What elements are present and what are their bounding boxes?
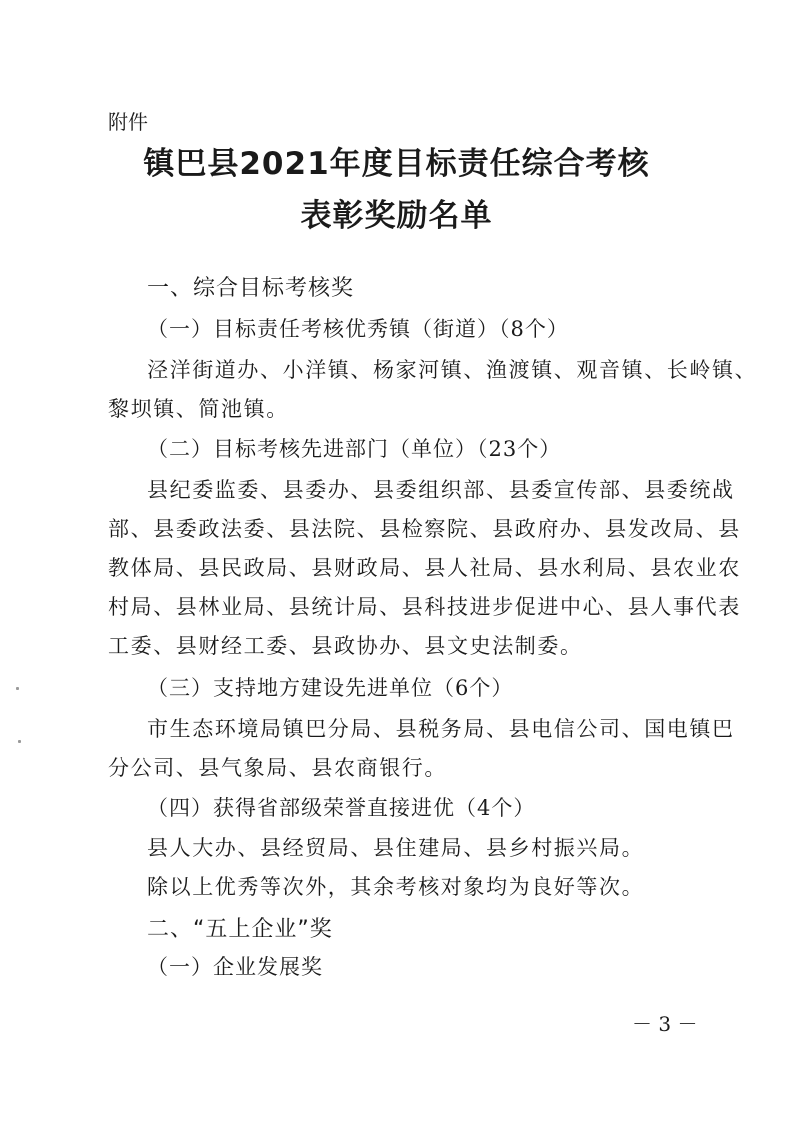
- section-1-sub-3-heading: （三）支持地方建设先进单位（6个）: [147, 676, 514, 700]
- section-1-sub-4-heading: （四）获得省部级荣誉直接进优（4个）: [147, 796, 536, 820]
- page-number: － 3 －: [632, 1012, 698, 1036]
- paragraph-line: 工委、县财经工委、县政协办、县文史法制委。: [108, 634, 583, 658]
- paragraph-line: 泾洋街道办、小洋镇、杨家河镇、渔渡镇、观音镇、长岭镇、: [147, 358, 758, 382]
- section-1-sub-1-heading: （一）目标责任考核优秀镇（街道）（8个）: [147, 317, 569, 341]
- attachment-label: 附件: [108, 110, 148, 134]
- paragraph-line: 部、县委政法委、县法院、县检察院、县政府办、县发改局、县: [108, 517, 741, 541]
- section-2-sub-1-heading: （一）企业发展奖: [147, 955, 323, 979]
- section-1-heading: 一、综合目标考核奖: [147, 276, 355, 301]
- scan-speck: [16, 687, 19, 690]
- paragraph-line: 教体局、县民政局、县财政局、县人社局、县水利局、县农业农: [108, 556, 741, 580]
- paragraph-line: 县纪委监委、县委办、县委组织部、县委宣传部、县委统战: [147, 478, 735, 502]
- paragraph-line: 除以上优秀等次外，其余考核对象均为良好等次。: [147, 875, 645, 899]
- paragraph-line: 黎坝镇、简池镇。: [108, 397, 289, 421]
- paragraph-line: 县人大办、县经贸局、县住建局、县乡村振兴局。: [147, 836, 645, 860]
- section-2-heading: 二、“五上企业”奖: [147, 917, 333, 942]
- document-title-line-2: 表彰奖励名单: [300, 198, 493, 234]
- document-title-line-1: 镇巴县2021年度目标责任综合考核: [143, 146, 650, 182]
- paragraph-line: 市生态环境局镇巴分局、县税务局、县电信公司、国电镇巴: [147, 717, 735, 741]
- section-1-sub-2-heading: （二）目标考核先进部门（单位）（23个）: [147, 437, 562, 461]
- scan-speck: [18, 740, 21, 743]
- paragraph-line: 村局、县林业局、县统计局、县科技进步促进中心、县人事代表: [108, 595, 741, 619]
- paragraph-line: 分公司、县气象局、县农商银行。: [108, 756, 447, 780]
